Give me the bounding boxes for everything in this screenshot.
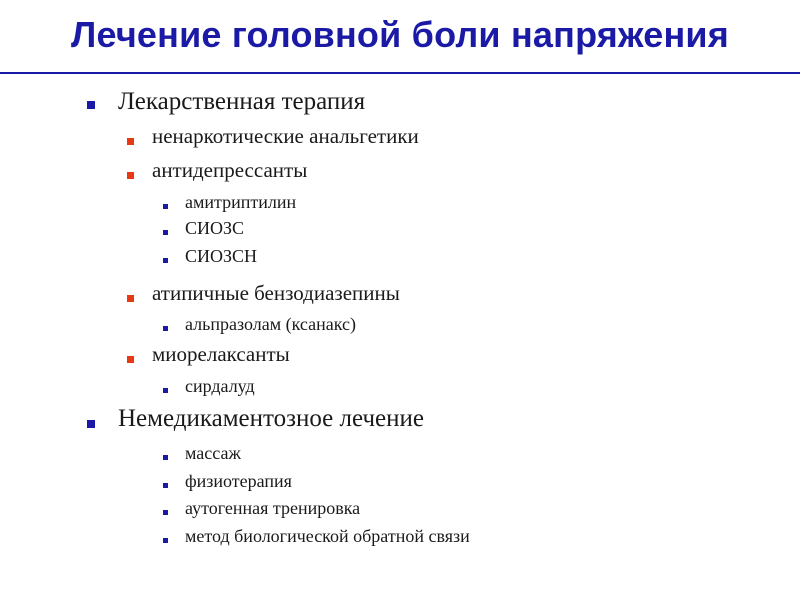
bullet-level3 [163, 455, 168, 460]
list-item-level3: амитриптилин [185, 192, 297, 212]
bullet-level1 [87, 101, 95, 109]
bullet-level3 [163, 258, 168, 263]
list-item-level3: СИОЗС [185, 218, 245, 238]
bullet-level2 [127, 138, 134, 145]
list-item-level3: аутогенная тренировка [185, 498, 361, 518]
bullet-level3 [163, 204, 168, 209]
list-item-level2: антидепрессанты [152, 158, 308, 182]
bullet-level3 [163, 483, 168, 488]
bullet-level3 [163, 538, 168, 543]
bullet-level2 [127, 295, 134, 302]
list-item-level3: физиотерапия [185, 471, 292, 491]
list-item-level2: атипичные бензодиазепины [152, 281, 400, 305]
list-item-level3: альпразолам (ксанакс) [185, 314, 356, 334]
list-item-level2: миорелаксанты [152, 342, 290, 366]
list-item-level3: СИОЗСН [185, 246, 258, 266]
list-item-level3: массаж [185, 443, 241, 463]
bullet-level3 [163, 326, 168, 331]
bullet-level3 [163, 388, 168, 393]
list-item-level1: Немедикаментозное лечение [118, 405, 424, 432]
bullet-level3 [163, 510, 168, 515]
slide-title: Лечение головной боли напряжения [71, 14, 729, 55]
bullet-level2 [127, 356, 134, 363]
list-item-level3: сирдалуд [185, 376, 255, 396]
list-item-level3: метод биологической обратной связи [185, 526, 470, 546]
list-item-level2: ненаркотические анальгетики [152, 124, 419, 148]
title-underline [0, 72, 800, 74]
bullet-level2 [127, 172, 134, 179]
list-item-level1: Лекарственная терапия [118, 88, 366, 115]
bullet-level1 [87, 420, 95, 428]
bullet-level3 [163, 230, 168, 235]
